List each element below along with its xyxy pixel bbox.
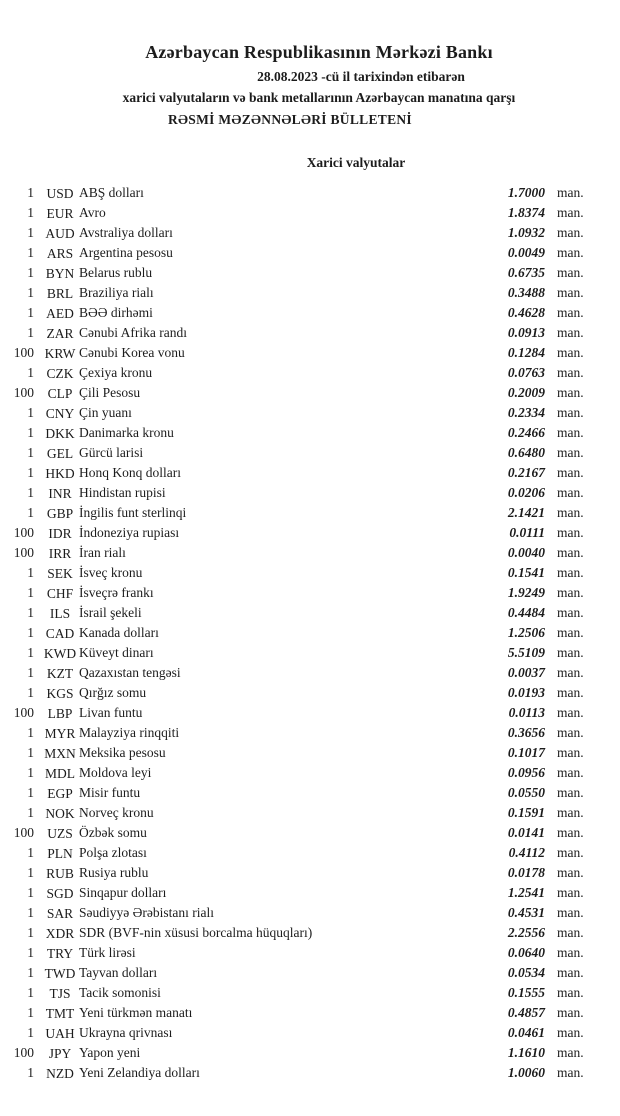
table-row xyxy=(0,723,620,743)
currency-code-cell: TJS xyxy=(49,986,71,1001)
table-row xyxy=(0,1063,620,1083)
rate-value-cell: 0.2167 xyxy=(507,465,545,480)
quantity-cell: 1 xyxy=(27,645,34,660)
rate-value-cell: 0.2009 xyxy=(507,385,545,400)
unit-cell: man. xyxy=(557,225,584,240)
currency-code-cell: CLP xyxy=(47,386,73,401)
rate-value-cell: 0.0141 xyxy=(507,825,545,840)
subtitle-line: xarici valyutaların və bank metallarının Azərbaycan manatına qarşı xyxy=(122,90,516,105)
currency-code-cell: KRW xyxy=(44,346,76,361)
rate-value-cell: 0.0193 xyxy=(507,685,545,700)
quantity-cell: 1 xyxy=(27,505,34,520)
quantity-cell: 100 xyxy=(13,345,34,360)
unit-cell: man. xyxy=(557,185,584,200)
quantity-cell: 1 xyxy=(27,1065,34,1080)
table-row xyxy=(0,343,620,363)
currency-code-cell: TWD xyxy=(44,966,76,981)
unit-cell: man. xyxy=(557,965,584,980)
currency-name-cell: Çin yuanı xyxy=(79,405,132,420)
currency-name-cell: Qazaxıstan tengəsi xyxy=(79,665,181,680)
currency-code-cell: RUB xyxy=(46,866,74,881)
currency-name-cell: Cənubi Afrika randı xyxy=(79,325,187,340)
currency-name-cell: Çexiya kronu xyxy=(79,365,153,380)
table-row xyxy=(0,863,620,883)
table-row xyxy=(0,323,620,343)
quantity-cell: 1 xyxy=(27,685,34,700)
currency-name-cell: Çili Pesosu xyxy=(79,385,141,400)
rate-value-cell: 0.1555 xyxy=(507,985,545,1000)
currency-code-cell: KWD xyxy=(43,646,77,661)
section-title: Xarici valyutalar xyxy=(306,155,406,170)
unit-cell: man. xyxy=(557,785,584,800)
currency-name-cell: İran rialı xyxy=(79,545,126,560)
currency-code-cell: DKK xyxy=(45,426,75,441)
rate-value-cell: 0.0111 xyxy=(509,525,545,540)
unit-cell: man. xyxy=(557,665,584,680)
quantity-cell: 1 xyxy=(27,605,34,620)
quantity-cell: 1 xyxy=(27,965,34,980)
currency-name-cell: Malayziya rinqqiti xyxy=(79,725,180,740)
currency-name-cell: Danimarka kronu xyxy=(79,425,174,440)
quantity-cell: 1 xyxy=(27,845,34,860)
rate-value-cell: 0.3488 xyxy=(507,285,545,300)
currency-name-cell: Rusiya rublu xyxy=(79,865,149,880)
quantity-cell: 1 xyxy=(27,565,34,580)
quantity-cell: 1 xyxy=(27,805,34,820)
rate-value-cell: 0.0113 xyxy=(508,705,545,720)
quantity-cell: 1 xyxy=(27,325,34,340)
currency-name-cell: Yeni Zelandiya dolları xyxy=(79,1065,200,1080)
currency-name-cell: Yeni türkmən manatı xyxy=(79,1005,193,1020)
rate-value-cell: 1.0932 xyxy=(507,225,545,240)
rate-value-cell: 0.0534 xyxy=(507,965,545,980)
rate-value-cell: 0.0040 xyxy=(507,545,545,560)
table-row xyxy=(0,423,620,443)
quantity-cell: 100 xyxy=(13,705,34,720)
unit-cell: man. xyxy=(557,405,584,420)
unit-cell: man. xyxy=(557,525,584,540)
table-row xyxy=(0,383,620,403)
currency-name-cell: Səudiyyə Ərəbistanı rialı xyxy=(79,905,214,920)
unit-cell: man. xyxy=(557,585,584,600)
table-row xyxy=(0,783,620,803)
currency-code-cell: SAR xyxy=(46,906,74,921)
table-row xyxy=(0,463,620,483)
table-row xyxy=(0,703,620,723)
currency-name-cell: Argentina pesosu xyxy=(79,245,173,260)
currency-name-cell: Kanada dolları xyxy=(79,625,159,640)
currency-code-cell: CHF xyxy=(46,586,74,601)
table-row xyxy=(0,663,620,683)
rate-value-cell: 0.0640 xyxy=(507,945,545,960)
currency-name-cell: Belarus rublu xyxy=(79,265,153,280)
rate-value-cell: 0.4112 xyxy=(508,845,545,860)
currency-code-cell: XDR xyxy=(45,926,75,941)
currency-code-cell: ILS xyxy=(49,606,71,621)
quantity-cell: 1 xyxy=(27,945,34,960)
currency-name-cell: Gürcü larisi xyxy=(79,445,144,460)
table-row xyxy=(0,623,620,643)
unit-cell: man. xyxy=(557,1065,584,1080)
currency-code-cell: SGD xyxy=(46,886,74,901)
currency-code-cell: AUD xyxy=(45,226,75,241)
table-row xyxy=(0,1023,620,1043)
unit-cell: man. xyxy=(557,685,584,700)
currency-code-cell: CZK xyxy=(46,366,74,381)
rate-value-cell: 0.0763 xyxy=(507,365,545,380)
table-row xyxy=(0,403,620,423)
unit-cell: man. xyxy=(557,505,584,520)
table-row xyxy=(0,683,620,703)
unit-cell: man. xyxy=(557,245,584,260)
currency-name-cell: Moldova leyi xyxy=(79,765,152,780)
bulletin-title: RƏSMİ MƏZƏNNƏLƏRİ BÜLLETENİ xyxy=(167,112,412,127)
rate-value-cell: 0.2466 xyxy=(507,425,545,440)
unit-cell: man. xyxy=(557,485,584,500)
rate-value-cell: 0.1591 xyxy=(507,805,545,820)
quantity-cell: 1 xyxy=(27,365,34,380)
quantity-cell: 1 xyxy=(27,925,34,940)
table-row xyxy=(0,303,620,323)
currency-code-cell: TRY xyxy=(46,946,74,961)
unit-cell: man. xyxy=(557,425,584,440)
unit-cell: man. xyxy=(557,305,584,320)
unit-cell: man. xyxy=(557,465,584,480)
rates-table xyxy=(0,183,620,1083)
currency-name-cell: Livan funtu xyxy=(79,705,143,720)
table-row xyxy=(0,263,620,283)
currency-name-cell: Yapon yeni xyxy=(79,1045,141,1060)
rate-value-cell: 0.0461 xyxy=(507,1025,545,1040)
quantity-cell: 1 xyxy=(27,425,34,440)
unit-cell: man. xyxy=(557,805,584,820)
currency-name-cell: SDR (BVF-nin xüsusi borcalma hüquqları) xyxy=(79,925,313,940)
unit-cell: man. xyxy=(557,845,584,860)
currency-name-cell: Avro xyxy=(79,205,106,220)
currency-code-cell: JPY xyxy=(48,1046,72,1061)
rate-value-cell: 1.1610 xyxy=(507,1045,545,1060)
rate-value-cell: 0.4531 xyxy=(507,905,545,920)
currency-name-cell: Tayvan dolları xyxy=(79,965,158,980)
table-row xyxy=(0,1003,620,1023)
currency-name-cell: BƏƏ dirhəmi xyxy=(79,305,153,320)
currency-code-cell: ZAR xyxy=(46,326,74,341)
currency-code-cell: EUR xyxy=(46,206,74,221)
rate-value-cell: 1.9249 xyxy=(507,585,545,600)
rate-value-cell: 0.4857 xyxy=(507,1005,545,1020)
currency-name-cell: Türk lirəsi xyxy=(79,945,136,960)
quantity-cell: 1 xyxy=(27,585,34,600)
table-row xyxy=(0,563,620,583)
unit-cell: man. xyxy=(557,625,584,640)
table-row xyxy=(0,643,620,663)
unit-cell: man. xyxy=(557,745,584,760)
quantity-cell: 1 xyxy=(27,985,34,1000)
rate-value-cell: 1.7000 xyxy=(507,185,545,200)
rate-value-cell: 0.6735 xyxy=(507,265,545,280)
quantity-cell: 1 xyxy=(27,905,34,920)
quantity-cell: 1 xyxy=(27,885,34,900)
rate-value-cell: 1.2506 xyxy=(507,625,545,640)
quantity-cell: 1 xyxy=(27,745,34,760)
table-row xyxy=(0,603,620,623)
table-row xyxy=(0,443,620,463)
quantity-cell: 1 xyxy=(27,865,34,880)
quantity-cell: 1 xyxy=(27,445,34,460)
currency-code-cell: IRR xyxy=(48,546,72,561)
quantity-cell: 100 xyxy=(13,385,34,400)
currency-code-cell: USD xyxy=(46,186,74,201)
unit-cell: man. xyxy=(557,1005,584,1020)
unit-cell: man. xyxy=(557,985,584,1000)
currency-code-cell: KGS xyxy=(46,686,74,701)
currency-code-cell: CNY xyxy=(45,406,75,421)
table-row xyxy=(0,1043,620,1063)
table-row xyxy=(0,523,620,543)
currency-code-cell: HKD xyxy=(45,466,75,481)
quantity-cell: 1 xyxy=(27,665,34,680)
currency-code-cell: INR xyxy=(48,486,72,501)
date-line: 28.08.2023 -cü il tarixindən etibarən xyxy=(257,69,465,84)
table-row xyxy=(0,283,620,303)
rate-value-cell: 0.0913 xyxy=(507,325,545,340)
quantity-cell: 1 xyxy=(27,1005,34,1020)
rate-value-cell: 2.2556 xyxy=(507,925,545,940)
currency-name-cell: İsrail şekeli xyxy=(79,605,142,620)
unit-cell: man. xyxy=(557,345,584,360)
rate-value-cell: 0.0178 xyxy=(507,865,545,880)
rate-value-cell: 1.2541 xyxy=(507,885,545,900)
table-row xyxy=(0,843,620,863)
unit-cell: man. xyxy=(557,905,584,920)
quantity-cell: 1 xyxy=(27,1025,34,1040)
currency-code-cell: UAH xyxy=(45,1026,75,1041)
quantity-cell: 1 xyxy=(27,785,34,800)
quantity-cell: 1 xyxy=(27,285,34,300)
table-row xyxy=(0,903,620,923)
currency-code-cell: IDR xyxy=(48,526,72,541)
rate-value-cell: 1.0060 xyxy=(507,1065,545,1080)
unit-cell: man. xyxy=(557,885,584,900)
quantity-cell: 1 xyxy=(27,265,34,280)
rate-value-cell: 0.0206 xyxy=(507,485,545,500)
table-row xyxy=(0,583,620,603)
currency-code-cell: SEK xyxy=(47,566,73,581)
unit-cell: man. xyxy=(557,1025,584,1040)
table-row xyxy=(0,183,620,203)
quantity-cell: 1 xyxy=(27,245,34,260)
table-row xyxy=(0,823,620,843)
unit-cell: man. xyxy=(557,945,584,960)
table-row xyxy=(0,223,620,243)
currency-name-cell: Norveç kronu xyxy=(79,805,154,820)
quantity-cell: 1 xyxy=(27,405,34,420)
currency-name-cell: İsveç kronu xyxy=(79,565,143,580)
currency-name-cell: Ukrayna qrivnası xyxy=(79,1025,173,1040)
currency-name-cell: Cənubi Korea vonu xyxy=(79,345,185,360)
table-row xyxy=(0,923,620,943)
currency-code-cell: GEL xyxy=(46,446,74,461)
quantity-cell: 100 xyxy=(13,1045,34,1060)
quantity-cell: 1 xyxy=(27,225,34,240)
table-row xyxy=(0,503,620,523)
unit-cell: man. xyxy=(557,205,584,220)
rate-value-cell: 0.1541 xyxy=(507,565,545,580)
table-row xyxy=(0,883,620,903)
currency-name-cell: Özbək somu xyxy=(79,825,147,840)
currency-name-cell: Tacik somonisi xyxy=(79,985,161,1000)
table-row xyxy=(0,483,620,503)
quantity-cell: 1 xyxy=(27,625,34,640)
currency-code-cell: NOK xyxy=(45,806,75,821)
currency-name-cell: Honq Konq dolları xyxy=(79,465,181,480)
rate-value-cell: 2.1421 xyxy=(507,505,545,520)
table-row xyxy=(0,543,620,563)
unit-cell: man. xyxy=(557,705,584,720)
currency-name-cell: İndoneziya rupiası xyxy=(79,525,180,540)
quantity-cell: 1 xyxy=(27,305,34,320)
quantity-cell: 1 xyxy=(27,465,34,480)
table-row xyxy=(0,943,620,963)
rate-value-cell: 0.1017 xyxy=(507,745,545,760)
table-row xyxy=(0,363,620,383)
currency-code-cell: MYR xyxy=(44,726,76,741)
unit-cell: man. xyxy=(557,265,584,280)
rate-value-cell: 1.8374 xyxy=(507,205,545,220)
unit-cell: man. xyxy=(557,765,584,780)
quantity-cell: 1 xyxy=(27,765,34,780)
currency-name-cell: Braziliya rialı xyxy=(79,285,154,300)
currency-code-cell: AED xyxy=(46,306,74,321)
rate-value-cell: 0.6480 xyxy=(507,445,545,460)
quantity-cell: 100 xyxy=(13,545,34,560)
quantity-cell: 100 xyxy=(13,825,34,840)
rate-value-cell: 0.4628 xyxy=(507,305,545,320)
quantity-cell: 100 xyxy=(13,525,34,540)
currency-code-cell: NZD xyxy=(46,1066,74,1081)
currency-code-cell: ARS xyxy=(46,246,74,261)
currency-code-cell: UZS xyxy=(47,826,73,841)
unit-cell: man. xyxy=(557,565,584,580)
rate-value-cell: 0.0956 xyxy=(507,765,545,780)
currency-code-cell: PLN xyxy=(47,846,73,861)
unit-cell: man. xyxy=(557,645,584,660)
currency-name-cell: Qırğız somu xyxy=(79,685,147,700)
table-row xyxy=(0,803,620,823)
table-row xyxy=(0,963,620,983)
currency-code-cell: CAD xyxy=(45,626,75,641)
quantity-cell: 1 xyxy=(27,485,34,500)
unit-cell: man. xyxy=(557,285,584,300)
currency-code-cell: TMT xyxy=(45,1006,75,1021)
unit-cell: man. xyxy=(557,365,584,380)
currency-name-cell: İngilis funt sterlinqi xyxy=(79,505,187,520)
currency-code-cell: KZT xyxy=(46,666,74,681)
unit-cell: man. xyxy=(557,1045,584,1060)
unit-cell: man. xyxy=(557,925,584,940)
unit-cell: man. xyxy=(557,545,584,560)
rate-value-cell: 0.3656 xyxy=(507,725,545,740)
quantity-cell: 1 xyxy=(27,205,34,220)
currency-code-cell: MDL xyxy=(45,766,75,781)
rate-value-cell: 0.4484 xyxy=(507,605,545,620)
unit-cell: man. xyxy=(557,865,584,880)
table-row xyxy=(0,763,620,783)
currency-name-cell: ABŞ dolları xyxy=(79,185,144,200)
quantity-cell: 1 xyxy=(27,185,34,200)
unit-cell: man. xyxy=(557,325,584,340)
table-row xyxy=(0,983,620,1003)
table-row xyxy=(0,743,620,763)
unit-cell: man. xyxy=(557,445,584,460)
rate-value-cell: 0.0037 xyxy=(507,665,545,680)
currency-name-cell: Meksika pesosu xyxy=(79,745,166,760)
rate-value-cell: 0.0550 xyxy=(507,785,545,800)
rate-value-cell: 5.5109 xyxy=(507,645,545,660)
rate-value-cell: 0.0049 xyxy=(507,245,545,260)
unit-cell: man. xyxy=(557,825,584,840)
currency-code-cell: EGP xyxy=(47,786,73,801)
currency-name-cell: Küveyt dinarı xyxy=(79,645,154,660)
currency-name-cell: Polşa zlotası xyxy=(79,845,147,860)
currency-name-cell: Sinqapur dolları xyxy=(79,885,167,900)
table-row xyxy=(0,243,620,263)
table-row xyxy=(0,203,620,223)
unit-cell: man. xyxy=(557,605,584,620)
quantity-cell: 1 xyxy=(27,725,34,740)
currency-name-cell: İsveçrə frankı xyxy=(79,585,154,600)
currency-code-cell: BRL xyxy=(46,286,74,301)
bank-title: Azərbaycan Respublikasının Mərkəzi Bankı xyxy=(145,42,493,62)
unit-cell: man. xyxy=(557,385,584,400)
currency-code-cell: BYN xyxy=(45,266,75,281)
currency-name-cell: Avstraliya dolları xyxy=(79,225,173,240)
rate-value-cell: 0.2334 xyxy=(507,405,545,420)
currency-name-cell: Misir funtu xyxy=(79,785,141,800)
unit-cell: man. xyxy=(557,725,584,740)
currency-code-cell: MXN xyxy=(44,746,76,761)
currency-code-cell: LBP xyxy=(47,706,73,721)
currency-name-cell: Hindistan rupisi xyxy=(79,485,166,500)
rate-value-cell: 0.1284 xyxy=(507,345,545,360)
currency-code-cell: GBP xyxy=(46,506,74,521)
